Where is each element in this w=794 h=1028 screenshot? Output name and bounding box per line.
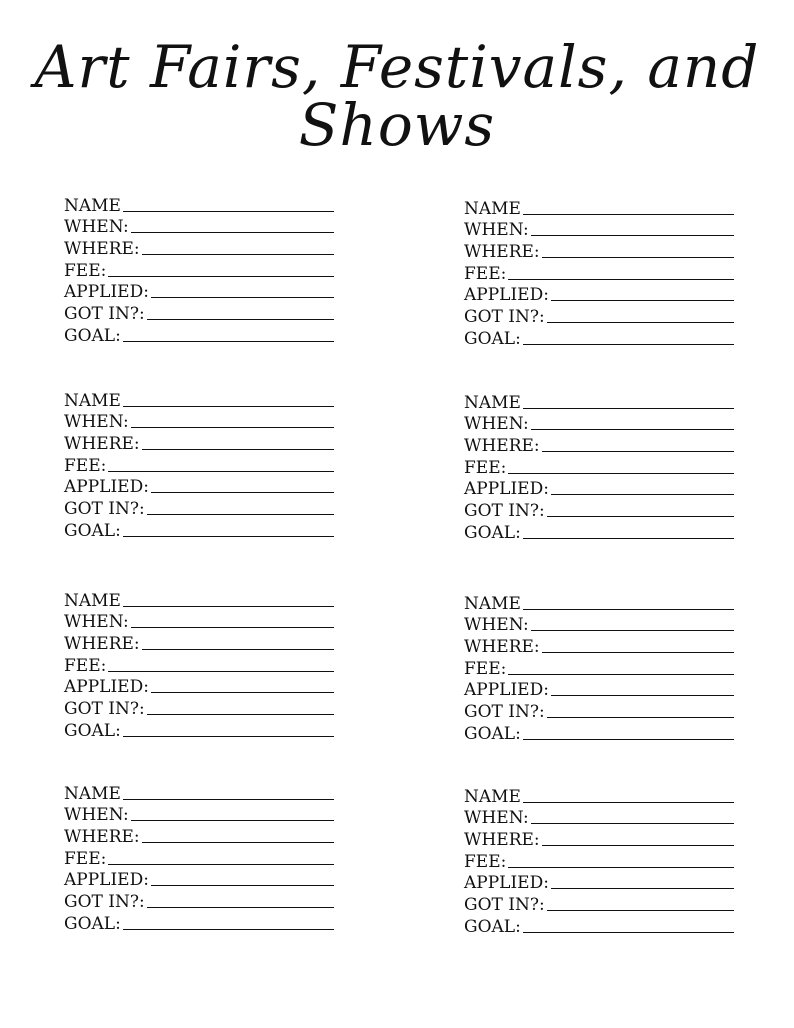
goal-blank-line[interactable]: [123, 341, 334, 342]
got-in-label: GOT IN?:: [64, 304, 145, 325]
when-blank-line[interactable]: [531, 429, 734, 430]
goal-blank-line[interactable]: [523, 739, 734, 740]
when-label: WHEN:: [64, 217, 129, 238]
fee-blank-line[interactable]: [108, 671, 334, 672]
where-row: [464, 434, 734, 456]
name-blank-line[interactable]: [523, 802, 734, 803]
name-row: [464, 197, 734, 219]
got-in-label: GOT IN?:: [464, 307, 545, 328]
where-label: WHERE:: [64, 827, 140, 848]
applied-label: APPLIED:: [464, 479, 549, 500]
when-blank-line[interactable]: [531, 630, 734, 631]
fee-label: FEE:: [464, 658, 507, 679]
goal-row: [64, 719, 334, 741]
goal-label: GOAL:: [64, 720, 121, 741]
applied-blank-line[interactable]: [551, 695, 734, 696]
name-row: [64, 194, 334, 216]
got-in-blank-line[interactable]: [147, 319, 334, 320]
fee-row: [64, 259, 334, 281]
applied-blank-line[interactable]: [151, 297, 334, 298]
goal-label: GOAL:: [464, 723, 521, 744]
got-in-row: [464, 499, 734, 521]
entry-form-3: [64, 589, 334, 741]
fee-blank-line[interactable]: [508, 279, 734, 280]
where-blank-line[interactable]: [142, 842, 334, 843]
applied-label: APPLIED:: [64, 870, 149, 891]
goal-label: GOAL:: [464, 522, 521, 543]
name-blank-line[interactable]: [123, 211, 334, 212]
when-row: [464, 413, 734, 435]
name-label: NAME: [464, 198, 521, 219]
when-blank-line[interactable]: [531, 235, 734, 236]
when-label: WHEN:: [464, 220, 529, 241]
where-blank-line[interactable]: [542, 652, 734, 653]
fee-label: FEE:: [464, 457, 507, 478]
name-blank-line[interactable]: [123, 799, 334, 800]
goal-row: [464, 327, 734, 349]
fee-row: [464, 657, 734, 679]
name-label: NAME: [64, 390, 121, 411]
got-in-label: GOT IN?:: [464, 702, 545, 723]
got-in-row: [64, 302, 334, 324]
name-label: NAME: [64, 195, 121, 216]
got-in-blank-line[interactable]: [547, 717, 734, 718]
fee-blank-line[interactable]: [508, 867, 734, 868]
when-label: WHEN:: [464, 615, 529, 636]
where-label: WHERE:: [64, 239, 140, 260]
when-row: [64, 216, 334, 238]
where-label: WHERE:: [64, 634, 140, 655]
got-in-row: [64, 890, 334, 912]
fee-blank-line[interactable]: [508, 473, 734, 474]
name-label: NAME: [464, 392, 521, 413]
applied-row: [464, 679, 734, 701]
where-blank-line[interactable]: [542, 451, 734, 452]
goal-row: [64, 324, 334, 346]
applied-row: [64, 281, 334, 303]
goal-row: [464, 915, 734, 937]
fee-row: [464, 262, 734, 284]
goal-label: GOAL:: [464, 328, 521, 349]
got-in-label: GOT IN?:: [64, 699, 145, 720]
when-label: WHEN:: [464, 808, 529, 829]
goal-row: [64, 912, 334, 934]
fee-blank-line[interactable]: [508, 674, 734, 675]
where-row: [64, 237, 334, 259]
name-blank-line[interactable]: [523, 408, 734, 409]
applied-blank-line[interactable]: [151, 492, 334, 493]
applied-blank-line[interactable]: [551, 494, 734, 495]
when-row: [64, 804, 334, 826]
where-blank-line[interactable]: [542, 257, 734, 258]
where-label: WHERE:: [464, 242, 540, 263]
where-label: WHERE:: [64, 434, 140, 455]
entry-form-5: [464, 197, 734, 349]
entry-form-2: [64, 389, 334, 541]
where-label: WHERE:: [464, 830, 540, 851]
when-blank-line[interactable]: [131, 820, 334, 821]
page-title: Art Fairs, Festivals, and Shows: [34, 33, 760, 159]
got-in-blank-line[interactable]: [547, 516, 734, 517]
got-in-blank-line[interactable]: [147, 514, 334, 515]
got-in-label: GOT IN?:: [464, 501, 545, 522]
name-row: [464, 391, 734, 413]
fee-blank-line[interactable]: [108, 471, 334, 472]
goal-blank-line[interactable]: [123, 536, 334, 537]
when-label: WHEN:: [64, 805, 129, 826]
got-in-label: GOT IN?:: [464, 895, 545, 916]
when-blank-line[interactable]: [131, 427, 334, 428]
when-row: [64, 611, 334, 633]
entry-form-7: [464, 592, 734, 744]
got-in-blank-line[interactable]: [147, 714, 334, 715]
goal-label: GOAL:: [64, 913, 121, 934]
where-row: [64, 632, 334, 654]
name-label: NAME: [64, 590, 121, 611]
when-blank-line[interactable]: [131, 232, 334, 233]
applied-label: APPLIED:: [464, 285, 549, 306]
fee-label: FEE:: [64, 848, 107, 869]
when-row: [464, 807, 734, 829]
when-label: WHEN:: [464, 414, 529, 435]
applied-blank-line[interactable]: [151, 885, 334, 886]
name-label: NAME: [464, 786, 521, 807]
when-label: WHEN:: [64, 412, 129, 433]
goal-blank-line[interactable]: [523, 344, 734, 345]
fee-row: [64, 654, 334, 676]
goal-label: GOAL:: [64, 520, 121, 541]
got-in-row: [464, 305, 734, 327]
entry-form-1: [64, 194, 334, 346]
fee-row: [464, 456, 734, 478]
goal-blank-line[interactable]: [523, 932, 734, 933]
applied-row: [64, 676, 334, 698]
goal-row: [64, 519, 334, 541]
where-label: WHERE:: [464, 637, 540, 658]
name-row: [64, 782, 334, 804]
when-row: [464, 219, 734, 241]
applied-row: [464, 478, 734, 500]
where-row: [464, 240, 734, 262]
got-in-label: GOT IN?:: [64, 499, 145, 520]
goal-blank-line[interactable]: [523, 538, 734, 539]
where-blank-line[interactable]: [142, 649, 334, 650]
applied-blank-line[interactable]: [551, 888, 734, 889]
goal-blank-line[interactable]: [123, 929, 334, 930]
name-row: [464, 785, 734, 807]
name-label: NAME: [464, 593, 521, 614]
goal-label: GOAL:: [64, 325, 121, 346]
name-blank-line[interactable]: [523, 609, 734, 610]
applied-row: [464, 284, 734, 306]
name-row: [464, 592, 734, 614]
applied-row: [64, 869, 334, 891]
when-label: WHEN:: [64, 612, 129, 633]
fee-row: [64, 454, 334, 476]
fee-label: FEE:: [464, 263, 507, 284]
fee-row: [64, 847, 334, 869]
fee-label: FEE:: [64, 455, 107, 476]
got-in-row: [64, 697, 334, 719]
goal-row: [464, 722, 734, 744]
applied-row: [64, 476, 334, 498]
applied-blank-line[interactable]: [551, 300, 734, 301]
where-row: [464, 635, 734, 657]
got-in-blank-line[interactable]: [547, 910, 734, 911]
fee-label: FEE:: [464, 851, 507, 872]
applied-row: [464, 872, 734, 894]
name-row: [64, 389, 334, 411]
name-blank-line[interactable]: [123, 406, 334, 407]
got-in-row: [464, 700, 734, 722]
where-blank-line[interactable]: [542, 845, 734, 846]
goal-row: [464, 521, 734, 543]
fee-label: FEE:: [64, 655, 107, 676]
fee-row: [464, 850, 734, 872]
name-label: NAME: [64, 783, 121, 804]
got-in-label: GOT IN?:: [64, 892, 145, 913]
where-row: [464, 828, 734, 850]
applied-blank-line[interactable]: [151, 692, 334, 693]
goal-label: GOAL:: [464, 916, 521, 937]
when-blank-line[interactable]: [131, 627, 334, 628]
entry-form-4: [64, 782, 334, 934]
entry-form-8: [464, 785, 734, 937]
where-label: WHERE:: [464, 436, 540, 457]
fee-label: FEE:: [64, 260, 107, 281]
got-in-row: [464, 893, 734, 915]
when-row: [464, 614, 734, 636]
got-in-row: [64, 497, 334, 519]
where-blank-line[interactable]: [142, 254, 334, 255]
where-row: [64, 432, 334, 454]
when-blank-line[interactable]: [531, 823, 734, 824]
applied-label: APPLIED:: [464, 873, 549, 894]
name-blank-line[interactable]: [523, 214, 734, 215]
name-row: [64, 589, 334, 611]
applied-label: APPLIED:: [64, 677, 149, 698]
when-row: [64, 411, 334, 433]
where-blank-line[interactable]: [142, 449, 334, 450]
fee-blank-line[interactable]: [108, 276, 334, 277]
applied-label: APPLIED:: [464, 680, 549, 701]
name-blank-line[interactable]: [123, 606, 334, 607]
got-in-blank-line[interactable]: [547, 322, 734, 323]
applied-label: APPLIED:: [64, 282, 149, 303]
got-in-blank-line[interactable]: [147, 907, 334, 908]
where-row: [64, 825, 334, 847]
fee-blank-line[interactable]: [108, 864, 334, 865]
applied-label: APPLIED:: [64, 477, 149, 498]
goal-blank-line[interactable]: [123, 736, 334, 737]
entry-form-6: [464, 391, 734, 543]
